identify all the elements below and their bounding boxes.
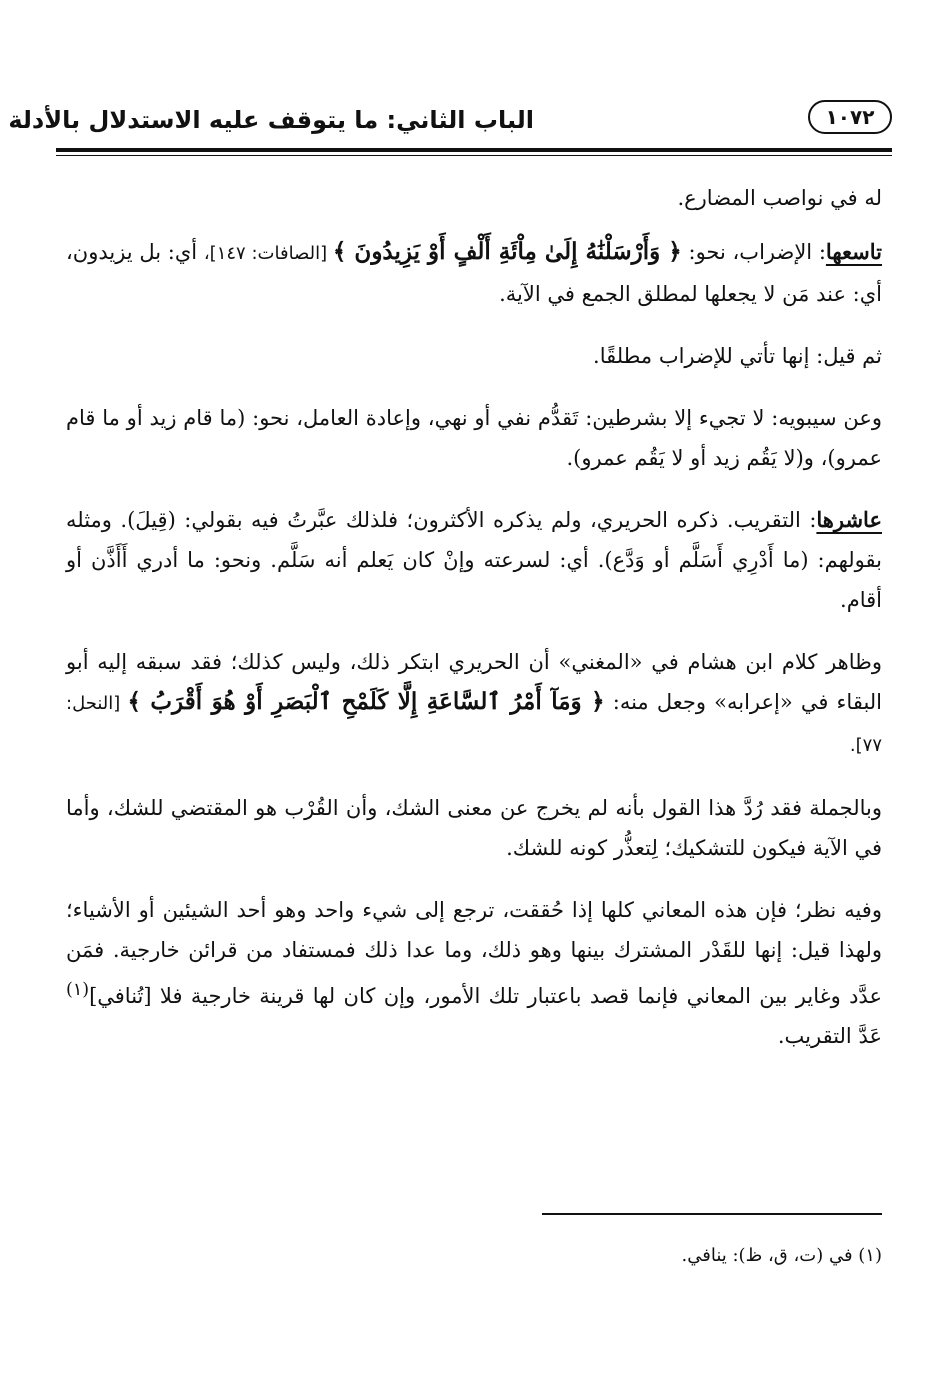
verse-reference-annahl: [النحل: ٧٧]. [66, 693, 882, 756]
paragraph-tenth-meaning [66, 500, 882, 620]
paragraph-absolute-idrab: ثم قيل: إنها تأتي للإضراب مطلقًا. [593, 344, 882, 368]
paragraph-ninth-meaning [66, 232, 882, 314]
page-body [66, 178, 882, 1078]
paragraph-summary: وبالجملة فقد رُدَّ هذا القول بأنه لم يخرج عن معنى الشك، وأن القُرْب هو المقتضي للشك، وأما في الآية فيكون للتشكيك؛ لِتعذُّر كونه للشك. [66, 796, 882, 860]
paragraph-objection [66, 890, 882, 1056]
verse-reference-assaffat: [الصافات: ١٤٧]، [203, 243, 333, 264]
objection-text: وفيه نظر؛ فإن هذه المعاني كلها إذا حُققت، ترجع إلى شيء واحد وهو أحد الشيئين أو الأشياء؛ ولهذا قيل: إنها للقَدْر المشترك بينها وهو ذلك، وما عدا ذلك فمستفاد من قرائن خارجية. فمَن عدَّد وغاير بين المعاني فإنما قصد باعتبار تلك الأمور، وإن كان لها قرينة خارجية فلا [تُنافي] [66, 898, 882, 1008]
tenth-label: عاشرها [816, 507, 882, 532]
ninth-text: : الإضراب، نحو: [681, 240, 826, 264]
paragraph-continuation: له في نواصب المضارع. [677, 186, 882, 210]
paragraph-ibn-hisham [66, 642, 882, 766]
tenth-text: : التقريب. ذكره الحريري، ولم يذكره الأكثرون؛ فلذلك عبَّرتُ فيه بقولي: (قِيلَ). ومثله بقولهم: (ما أَدْرِي أَسَلَّم أو وَدَّع). أي: لسرعته وإنْ كان يَعلم أنه سَلَّم. ونحو: ما أدري أَأَذَّن أو أقام. [66, 508, 882, 612]
header-rule-thin [56, 155, 892, 156]
chapter-title: الباب الثاني: ما يتوقف عليه الاستدلال بالأدلة [8, 106, 534, 134]
running-header [8, 96, 892, 148]
footnote-separator [542, 1213, 882, 1215]
footnote-marker: (١) [66, 980, 90, 1000]
header-rule-thick [56, 148, 892, 152]
objection-ending: عَدَّ التقريب. [777, 1024, 882, 1048]
quran-verse-assaffat: ﴿ وَأَرْسَلْنَٰهُ إِلَىٰ مِاْئَةِ أَلْفٍ أَوْ يَزِيدُونَ ﴾ [332, 238, 682, 265]
paragraph-sibawayh: وعن سيبويه: لا تجيء إلا بشرطين: تَقدُّم نفي أو نهي، وإعادة العامل، نحو: (ما قام زيد أو ما قام عمرو)، و(لا يَقُم زيد أو لا يَقُم عمرو). [66, 406, 882, 470]
footnote: (١) في (ت، ق، ظ): ينافي. [681, 1245, 882, 1266]
ninth-explanation: أي: بل يزيدون، أي: عند مَن لا يجعلها لمطلق الجمع في الآية. [66, 240, 882, 306]
quran-verse-annahl: ﴿ وَمَآ أَمْرُ ٱلسَّاعَةِ إِلَّا كَلَمْحِ ٱلْبَصَرِ أَوْ هُوَ أَقْرَبُ ﴾ [127, 688, 605, 715]
ibn-hisham-text: وظاهر كلام ابن هشام في «المغني» أن الحريري ابتكر ذلك، وليس كذلك؛ فقد سبقه إليه أبو البقاء في «إعرابه» وجعل منه: [66, 650, 883, 714]
page-number-badge: ١٠٧٢ [808, 100, 892, 134]
ninth-label: تاسعها [825, 239, 882, 264]
